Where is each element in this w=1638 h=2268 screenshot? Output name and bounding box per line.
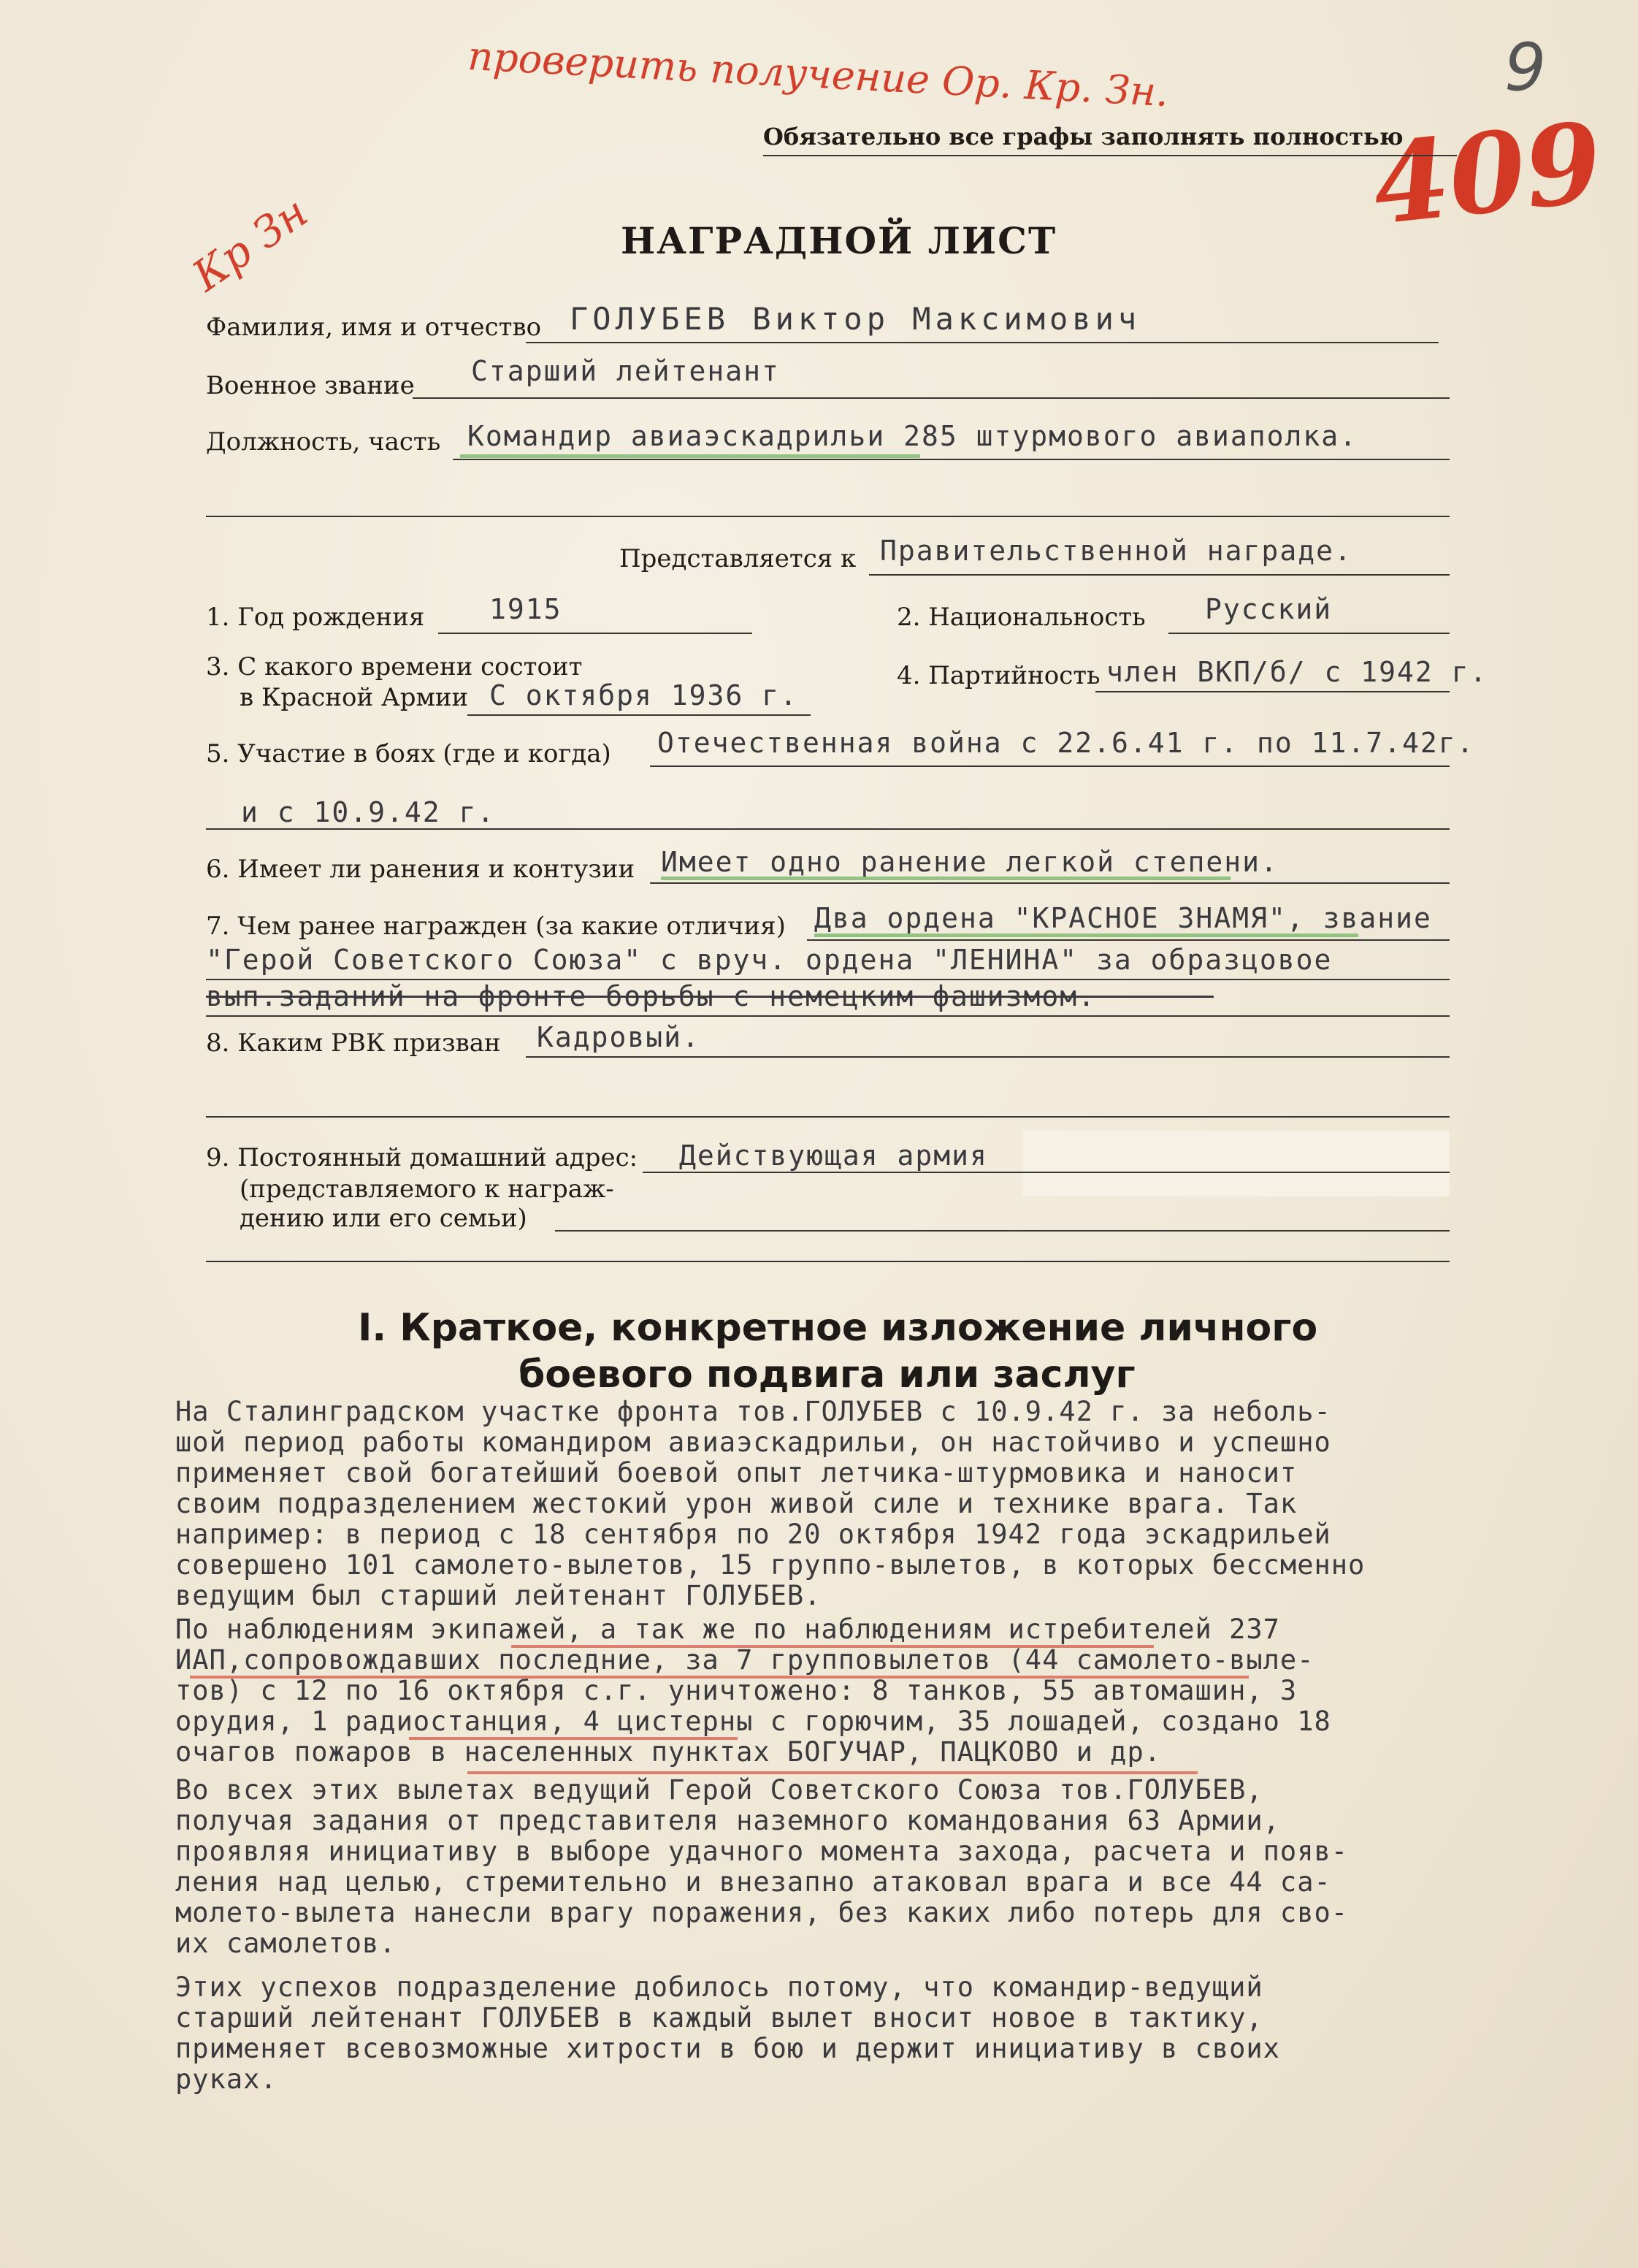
- red-number: 409: [1366, 98, 1608, 250]
- awards-value-1: Два ордена "КРАСНОЕ ЗНАМЯ", звание: [814, 902, 1432, 934]
- birth-label: 1. Год рождения: [206, 603, 425, 632]
- pencil-number: 9: [1504, 29, 1547, 106]
- rvk-label: 8. Каким РВК призван: [206, 1028, 501, 1058]
- party-value: член ВКП/б/ с 1942 г.: [1106, 656, 1488, 688]
- red-annotation-top: проверить получение Ор. Кр. Зн.: [467, 32, 1170, 116]
- paragraph-2: По наблюдениям экипажей, а так же по наблюдениям истребителей 237 ИАП,сопровождавших последние, за 7 групповылетов (44 самолето-выле- тов) с 12 по 16 октября с.г. уничтожено: 8 танков, 55 автомашин, 3 орудия, 1 радиостанция, 4 цистерны с горючим, 35 лошадей, создано 18 очагов пожаров в населенных пунктах БОГУЧАР, ПАЦКОВО и др.: [175, 1614, 1331, 1768]
- address-label-2: (представляемого к награж-: [240, 1175, 614, 1204]
- award-value: Правительственной награде.: [880, 535, 1352, 567]
- wounds-value: Имеет одно ранение легкой степени.: [661, 846, 1279, 878]
- paragraph-3: Во всех этих вылетах ведущий Герой Советского Союза тов.ГОЛУБЕВ, получая задания от представителя наземного командования 63 Армии, проявляя инициативу в выборе удачного момента захода, расчета и появ- ления над целью, стремительно и внезапно атаковал врага и все 44 са- молето-вылета нанесли врагу поражения, без каких либо потерь для сво- их самолетов.: [175, 1774, 1349, 1959]
- address-label-1: 9. Постоянный домашний адрес:: [206, 1143, 638, 1172]
- battles-value-1: Отечественная война с 22.6.41 г. по 11.7.42г.: [657, 727, 1475, 759]
- party-label: 4. Партийность: [897, 661, 1101, 690]
- paragraph-1: На Сталинградском участке фронта тов.ГОЛУБЕВ с 10.9.42 г. за неболь- шой период работы командиром авиаэскадрильи, он настойчиво и успешно применяет свой богатейший боевой опыт летчика-штурмовика и наносит своим подразделением жестокий урон живой силе и технике врага. Так например: в период с 18 сентября по 20 октября 1942 года эскадрильей совершено 101 самолето-вылетов, 15 группо-вылетов, в которых бессменно ведущим был старший лейтенант ГОЛУБЕВ.: [175, 1396, 1366, 1611]
- red-annotation-left: Кр Зн: [183, 187, 317, 301]
- battles-value-2: и с 10.9.42 г.: [241, 796, 496, 828]
- rvk-value: Кадровый.: [537, 1021, 700, 1053]
- paragraph-4: Этих успехов подразделение добилось потому, что командир-ведущий старший лейтенант ГОЛУБЕВ в каждый вылет вносит новое в тактику, применяет всевозможные хитрости в бою и держит инициативу в своих руках.: [175, 1971, 1280, 2095]
- name-value: ГОЛУБЕВ Виктор Максимович: [570, 301, 1141, 337]
- wounds-label: 6. Имеет ли ранения и контузии: [206, 855, 635, 884]
- section-heading-1: I. Краткое, конкретное изложение личного: [358, 1306, 1318, 1350]
- redacted-area: [1022, 1131, 1450, 1196]
- section-heading-2: боевого подвига или заслуг: [518, 1353, 1136, 1397]
- awards-value-2: "Герой Советского Союза" с вруч. ордена "ЛЕНИНА" за образцовое: [206, 944, 1333, 976]
- army-value: С октября 1936 г.: [489, 679, 798, 711]
- award-label: Представляется к: [619, 544, 857, 573]
- rank-value: Старший лейтенант: [471, 355, 780, 387]
- army-label-2: в Красной Армии: [240, 683, 469, 712]
- rank-label: Военное звание: [206, 371, 415, 400]
- awards-value-3: вып.заданий на фронте борьбы с немецким фашизмом.: [206, 980, 1097, 1012]
- army-label-1: 3. С какого времени состоит: [206, 652, 583, 681]
- birth-value: 1915: [489, 593, 562, 625]
- nation-label: 2. Национальность: [897, 603, 1146, 632]
- position-label: Должность, часть: [206, 427, 441, 457]
- address-label-3: дению или его семьи): [240, 1204, 527, 1233]
- battles-label: 5. Участие в боях (где и когда): [206, 739, 611, 768]
- name-label: Фамилия, имя и отчество: [206, 313, 542, 342]
- awards-label: 7. Чем ранее награжден (за какие отличия): [206, 912, 786, 941]
- page-title: НАГРАДНОЙ ЛИСТ: [621, 219, 1057, 262]
- position-value: Командир авиаэскадрильи 285 штурмового авиаполка.: [467, 420, 1358, 452]
- address-value: Действующая армия: [679, 1139, 988, 1172]
- fill-notice: Обязательно все графы заполнять полностью: [763, 123, 1404, 150]
- nation-value: Русский: [1205, 593, 1333, 625]
